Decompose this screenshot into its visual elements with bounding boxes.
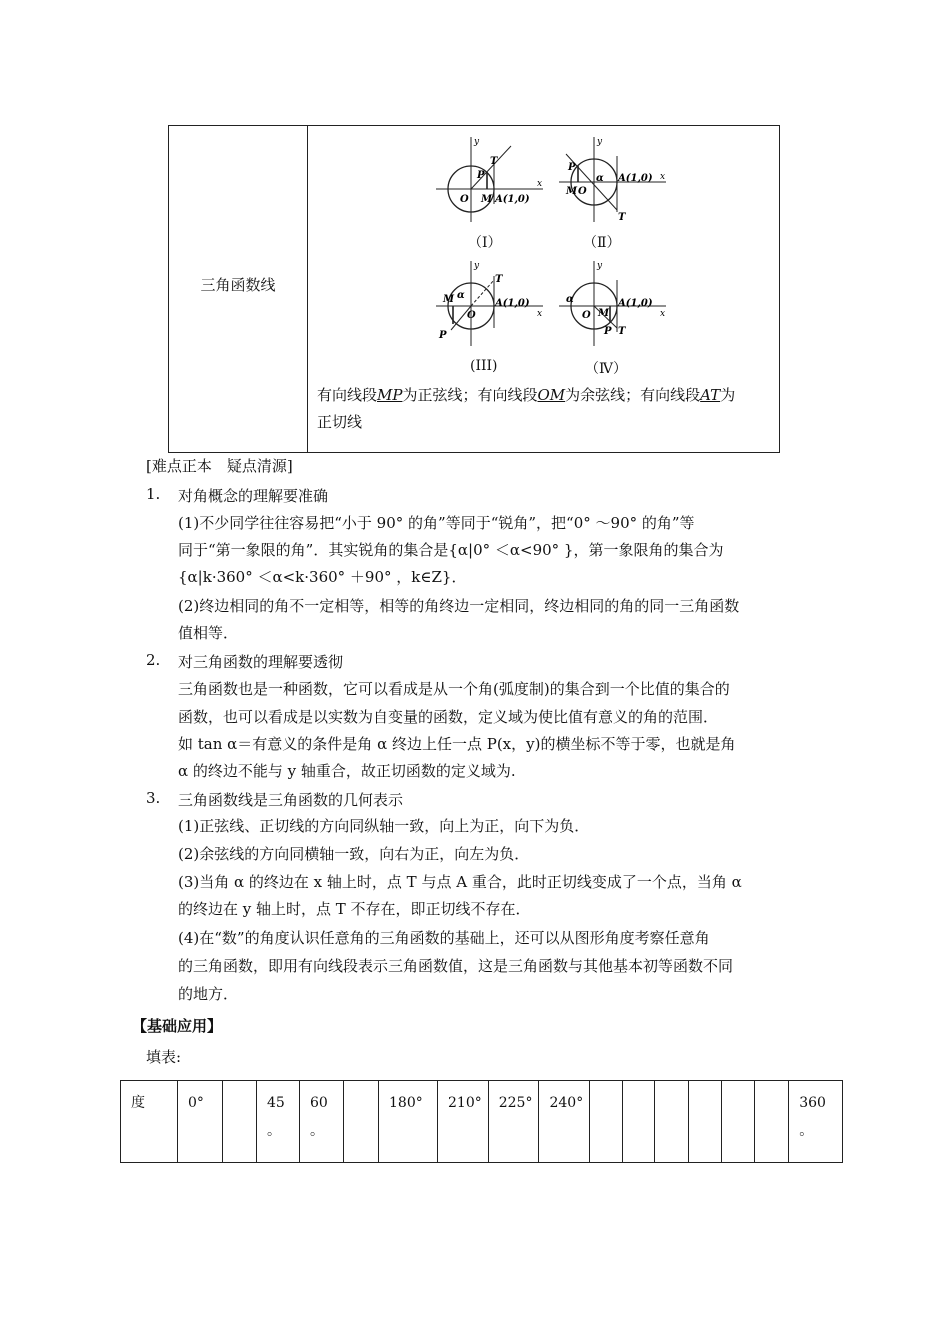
item-line: (1)正弦线、正切线的方向同纵轴一致，向上为正，向下为负．: [178, 817, 590, 835]
item-line: (3)当角 α 的终边在 x 轴上时，点 T 与点 A 重合，此时正切线变成了一个点，当角 α: [178, 873, 742, 891]
fill-table-label: 填表:: [146, 1048, 182, 1066]
section-bracket-heading: [难点正本 疑点清源]: [146, 457, 293, 475]
trig-lines-description: 有向线段MP为正弦线；有向线段OM为余弦线；有向线段AT为 正切线: [317, 386, 736, 431]
basic-application-heading: 【基础应用】: [132, 1017, 223, 1035]
item-line: 的三角函数，即用有向线段表示三角函数值，这是三角函数与其他基本初等函数不同: [178, 957, 734, 975]
table-cell: [623, 1081, 655, 1163]
table-cell: [655, 1081, 689, 1163]
item-line: 函数，也可以看成是以实数为自变量的函数，定义域为使比值有意义的角的范围．: [178, 708, 719, 726]
item-line: (4)在“数”的角度认识任意角的三角函数的基础上，还可以从图形角度考察任意角: [178, 929, 710, 947]
table-cell: [755, 1081, 789, 1163]
svg-text:A(1,0): A(1,0): [618, 173, 653, 184]
table-cell: 180°: [379, 1081, 438, 1163]
unit-circle-figure-2: [554, 134, 674, 224]
item-line: 三角函数也是一种函数，它可以看成是从一个角(弧度制)的集合到一个比值的集合的: [178, 680, 730, 698]
table-cell: 225°: [488, 1081, 539, 1163]
svg-text:A(1,0): A(1,0): [618, 298, 653, 309]
table-divider: [307, 126, 308, 452]
figure-caption-4: （Ⅳ）: [585, 361, 627, 377]
item-title: 三角函数线是三角函数的几何表示: [178, 791, 404, 809]
item-title: 对角概念的理解要准确: [178, 487, 329, 505]
table-cell: 0°: [178, 1081, 223, 1163]
item-number: 1.: [146, 485, 161, 503]
item-line: 的地方．: [178, 985, 239, 1003]
item-line: 同于“第一象限的角”．其实锐角的集合是{α|0° ＜α<90° }，第一象限角的集合为: [178, 541, 724, 559]
svg-text:y: y: [474, 137, 480, 147]
svg-text:T: T: [618, 212, 626, 223]
table-cell: 240°: [539, 1081, 590, 1163]
item-number: 2.: [146, 651, 161, 669]
unit-circle-figure-1: [431, 134, 551, 224]
svg-text:x: x: [537, 179, 543, 189]
table-cell: 360 。: [789, 1081, 843, 1163]
svg-text:A(1,0): A(1,0): [495, 298, 530, 309]
table-cell: 60 。: [300, 1081, 344, 1163]
table-cell: [722, 1081, 755, 1163]
item-title: 对三角函数的理解要透彻: [178, 653, 344, 671]
item-line: 如 tan α＝有意义的条件是角 α 终边上任一点 P(x，y)的横坐标不等于零，也就是角: [178, 735, 736, 753]
item-line: α 的终边不能与 y 轴重合，故正切函数的定义域为.: [178, 762, 516, 780]
svg-text:y: y: [474, 261, 480, 271]
item-number: 3.: [146, 789, 161, 807]
svg-text:x: x: [660, 172, 666, 182]
table-cell: 度: [121, 1081, 178, 1163]
svg-text:α: α: [457, 290, 465, 301]
table-row: [121, 1081, 843, 1163]
svg-text:y: y: [597, 261, 603, 271]
fill-in-table: [120, 1080, 843, 1163]
svg-text:α: α: [596, 173, 604, 184]
svg-text:O: O: [578, 186, 587, 197]
table-cell: [223, 1081, 257, 1163]
svg-text:T: T: [490, 156, 498, 167]
svg-text:P: P: [439, 330, 447, 341]
svg-text:α: α: [566, 294, 574, 305]
item-line: (1)不少同学往往容易把“小于 90° 的角”等同于“锐角”，把“0° ～90° 的角”等: [178, 514, 695, 532]
svg-text:O: O: [467, 310, 476, 321]
figure-caption-2: （Ⅱ）: [583, 235, 621, 251]
svg-text:A(1,0): A(1,0): [495, 194, 530, 205]
svg-text:x: x: [660, 309, 666, 319]
svg-text:M: M: [443, 294, 455, 305]
trig-lines-table: [168, 125, 780, 453]
table-cell: 210°: [438, 1081, 489, 1163]
svg-text:P: P: [477, 170, 485, 181]
svg-text:P: P: [568, 162, 576, 173]
svg-text:T: T: [618, 326, 626, 337]
table-row-label: 三角函数线: [200, 276, 276, 294]
item-line: (2)余弦线的方向同横轴一致，向右为正，向左为负．: [178, 845, 530, 863]
svg-text:P: P: [604, 326, 612, 337]
item-line: 值相等．: [178, 624, 239, 642]
table-cell: 45 。: [257, 1081, 300, 1163]
figure-caption-1: （Ⅰ）: [468, 235, 502, 251]
unit-circle-figure-4: [554, 258, 674, 348]
svg-text:M: M: [566, 186, 578, 197]
table-cell: [590, 1081, 623, 1163]
item-line: {α|k·360° ＜α<k·360° ＋90° ，k∈Z}．: [178, 568, 467, 586]
table-cell: [689, 1081, 722, 1163]
svg-text:O: O: [460, 194, 469, 205]
item-line: (2)终边相同的角不一定相等，相等的角终边一定相同，终边相同的角的同一三角函数: [178, 597, 740, 615]
svg-text:O: O: [582, 310, 591, 321]
svg-text:M: M: [598, 308, 610, 319]
svg-text:x: x: [537, 309, 543, 319]
figure-caption-3: (III): [470, 358, 498, 374]
unit-circle-figure-3: [431, 258, 551, 348]
svg-text:M: M: [481, 194, 493, 205]
svg-text:T: T: [495, 274, 503, 285]
svg-text:y: y: [597, 137, 603, 147]
item-line: 的终边在 y 轴上时，点 T 不存在，即正切线不存在．: [178, 900, 531, 918]
table-cell: [344, 1081, 379, 1163]
